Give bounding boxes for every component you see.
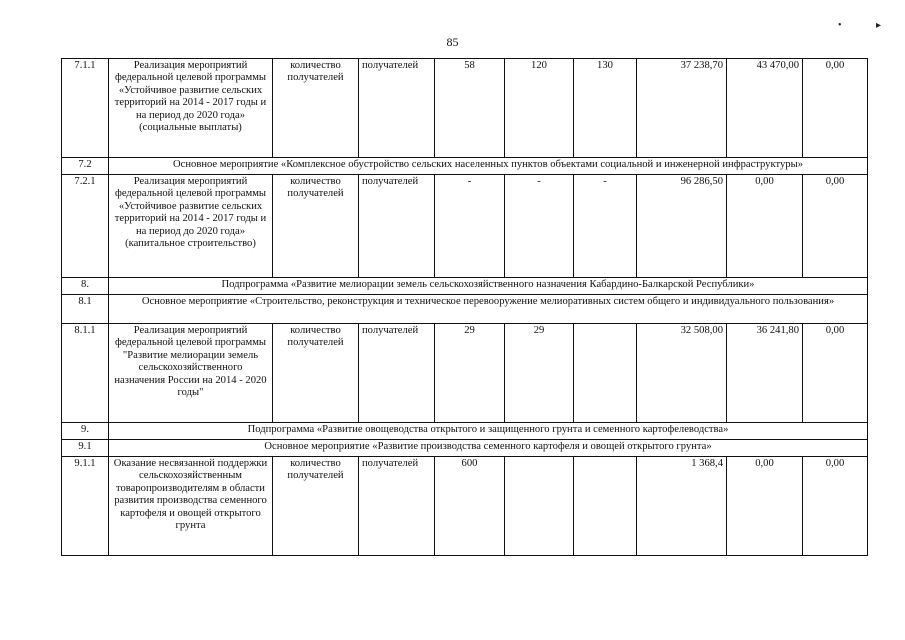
- section-title: Основное мероприятие «Строительство, реконструкция и техническое перевооружение мелиоративных систем общего и индивидуального пользования»: [109, 295, 868, 324]
- row-number: 9.1.1: [62, 457, 109, 556]
- value-3: -: [574, 175, 637, 278]
- table-row-8-1-1: [62, 324, 868, 423]
- table-row-8-1: [62, 295, 868, 324]
- row-number: 7.2: [62, 158, 109, 175]
- sum-2: 43 470,00: [727, 59, 803, 158]
- row-number: 8.1.1: [62, 324, 109, 423]
- unit: получателей: [359, 59, 435, 158]
- value-1: 29: [435, 324, 505, 423]
- row-number: 9.1: [62, 440, 109, 457]
- indicator-name: количество получателей: [273, 457, 359, 556]
- table-row-9-1: [62, 440, 868, 457]
- row-number: 7.1.1: [62, 59, 109, 158]
- table-row-7-2-1: [62, 175, 868, 278]
- sum-3: 0,00: [803, 59, 868, 158]
- sum-2: 0,00: [727, 457, 803, 556]
- sum-3: 0,00: [803, 324, 868, 423]
- sum-1: 32 508,00: [637, 324, 727, 423]
- table-row-7-2: [62, 158, 868, 175]
- sum-1: 37 238,70: [637, 59, 727, 158]
- value-2: -: [505, 175, 574, 278]
- row-number: 9.: [62, 423, 109, 440]
- sum-3: 0,00: [803, 175, 868, 278]
- section-title: Основное мероприятие «Комплексное обустройство сельских населенных пунктов объектами социальной и инженерной инфраструктуры»: [109, 158, 868, 175]
- table-row-7-1-1: [62, 59, 868, 158]
- sum-1: 96 286,50: [637, 175, 727, 278]
- measure-name: Оказание несвязанной поддержки сельскохозяйственным товаропроизводителям в области развития производства семенного картофеля и овощей открытого грунта: [109, 457, 273, 556]
- unit: получателей: [359, 324, 435, 423]
- measure-name: Реализация мероприятий федеральной целевой программы "Развитие мелиорации земель сельскохозяйственного назначения России на 2014 - 2020 годы": [109, 324, 273, 423]
- measure-name: Реализация мероприятий федеральной целевой программы «Устойчивое развитие сельских территорий на 2014 - 2017 годы и на период до 2020 года» (социальные выплаты): [109, 59, 273, 158]
- corner-marks: • ▸: [838, 20, 898, 31]
- table-row-9: [62, 423, 868, 440]
- indicator-name: количество получателей: [273, 175, 359, 278]
- value-1: 600: [435, 457, 505, 556]
- unit: получателей: [359, 175, 435, 278]
- indicator-name: количество получателей: [273, 59, 359, 158]
- value-2: 120: [505, 59, 574, 158]
- sum-3: 0,00: [803, 457, 868, 556]
- row-number: 8.: [62, 278, 109, 295]
- section-title: Основное мероприятие «Развитие производства семенного картофеля и овощей открытого грунта»: [109, 440, 868, 457]
- row-number: 7.2.1: [62, 175, 109, 278]
- value-1: 58: [435, 59, 505, 158]
- sum-1: 1 368,4: [637, 457, 727, 556]
- sum-2: 36 241,80: [727, 324, 803, 423]
- measure-name: Реализация мероприятий федеральной целевой программы «Устойчивое развитие сельских территорий на 2014 - 2017 годы и на период до 2020 года» (капитальное строительство): [109, 175, 273, 278]
- indicator-name: количество получателей: [273, 324, 359, 423]
- value-3: 130: [574, 59, 637, 158]
- value-2: 29: [505, 324, 574, 423]
- table-row-8: [62, 278, 868, 295]
- value-1: -: [435, 175, 505, 278]
- table-row-9-1-1: [62, 457, 868, 556]
- value-3: [574, 457, 637, 556]
- subprogram-title: Подпрограмма «Развитие овощеводства открытого и защищенного грунта и семенного картофелеводства»: [109, 423, 868, 440]
- value-2: [505, 457, 574, 556]
- row-number: 8.1: [62, 295, 109, 324]
- value-3: [574, 324, 637, 423]
- page-number: 85: [446, 35, 459, 49]
- sum-2: 0,00: [727, 175, 803, 278]
- program-measures-table: [61, 58, 868, 556]
- unit: получателей: [359, 457, 435, 556]
- subprogram-title: Подпрограмма «Развитие мелиорации земель сельскохозяйственного назначения Кабардино-Балкарской Республики»: [109, 278, 868, 295]
